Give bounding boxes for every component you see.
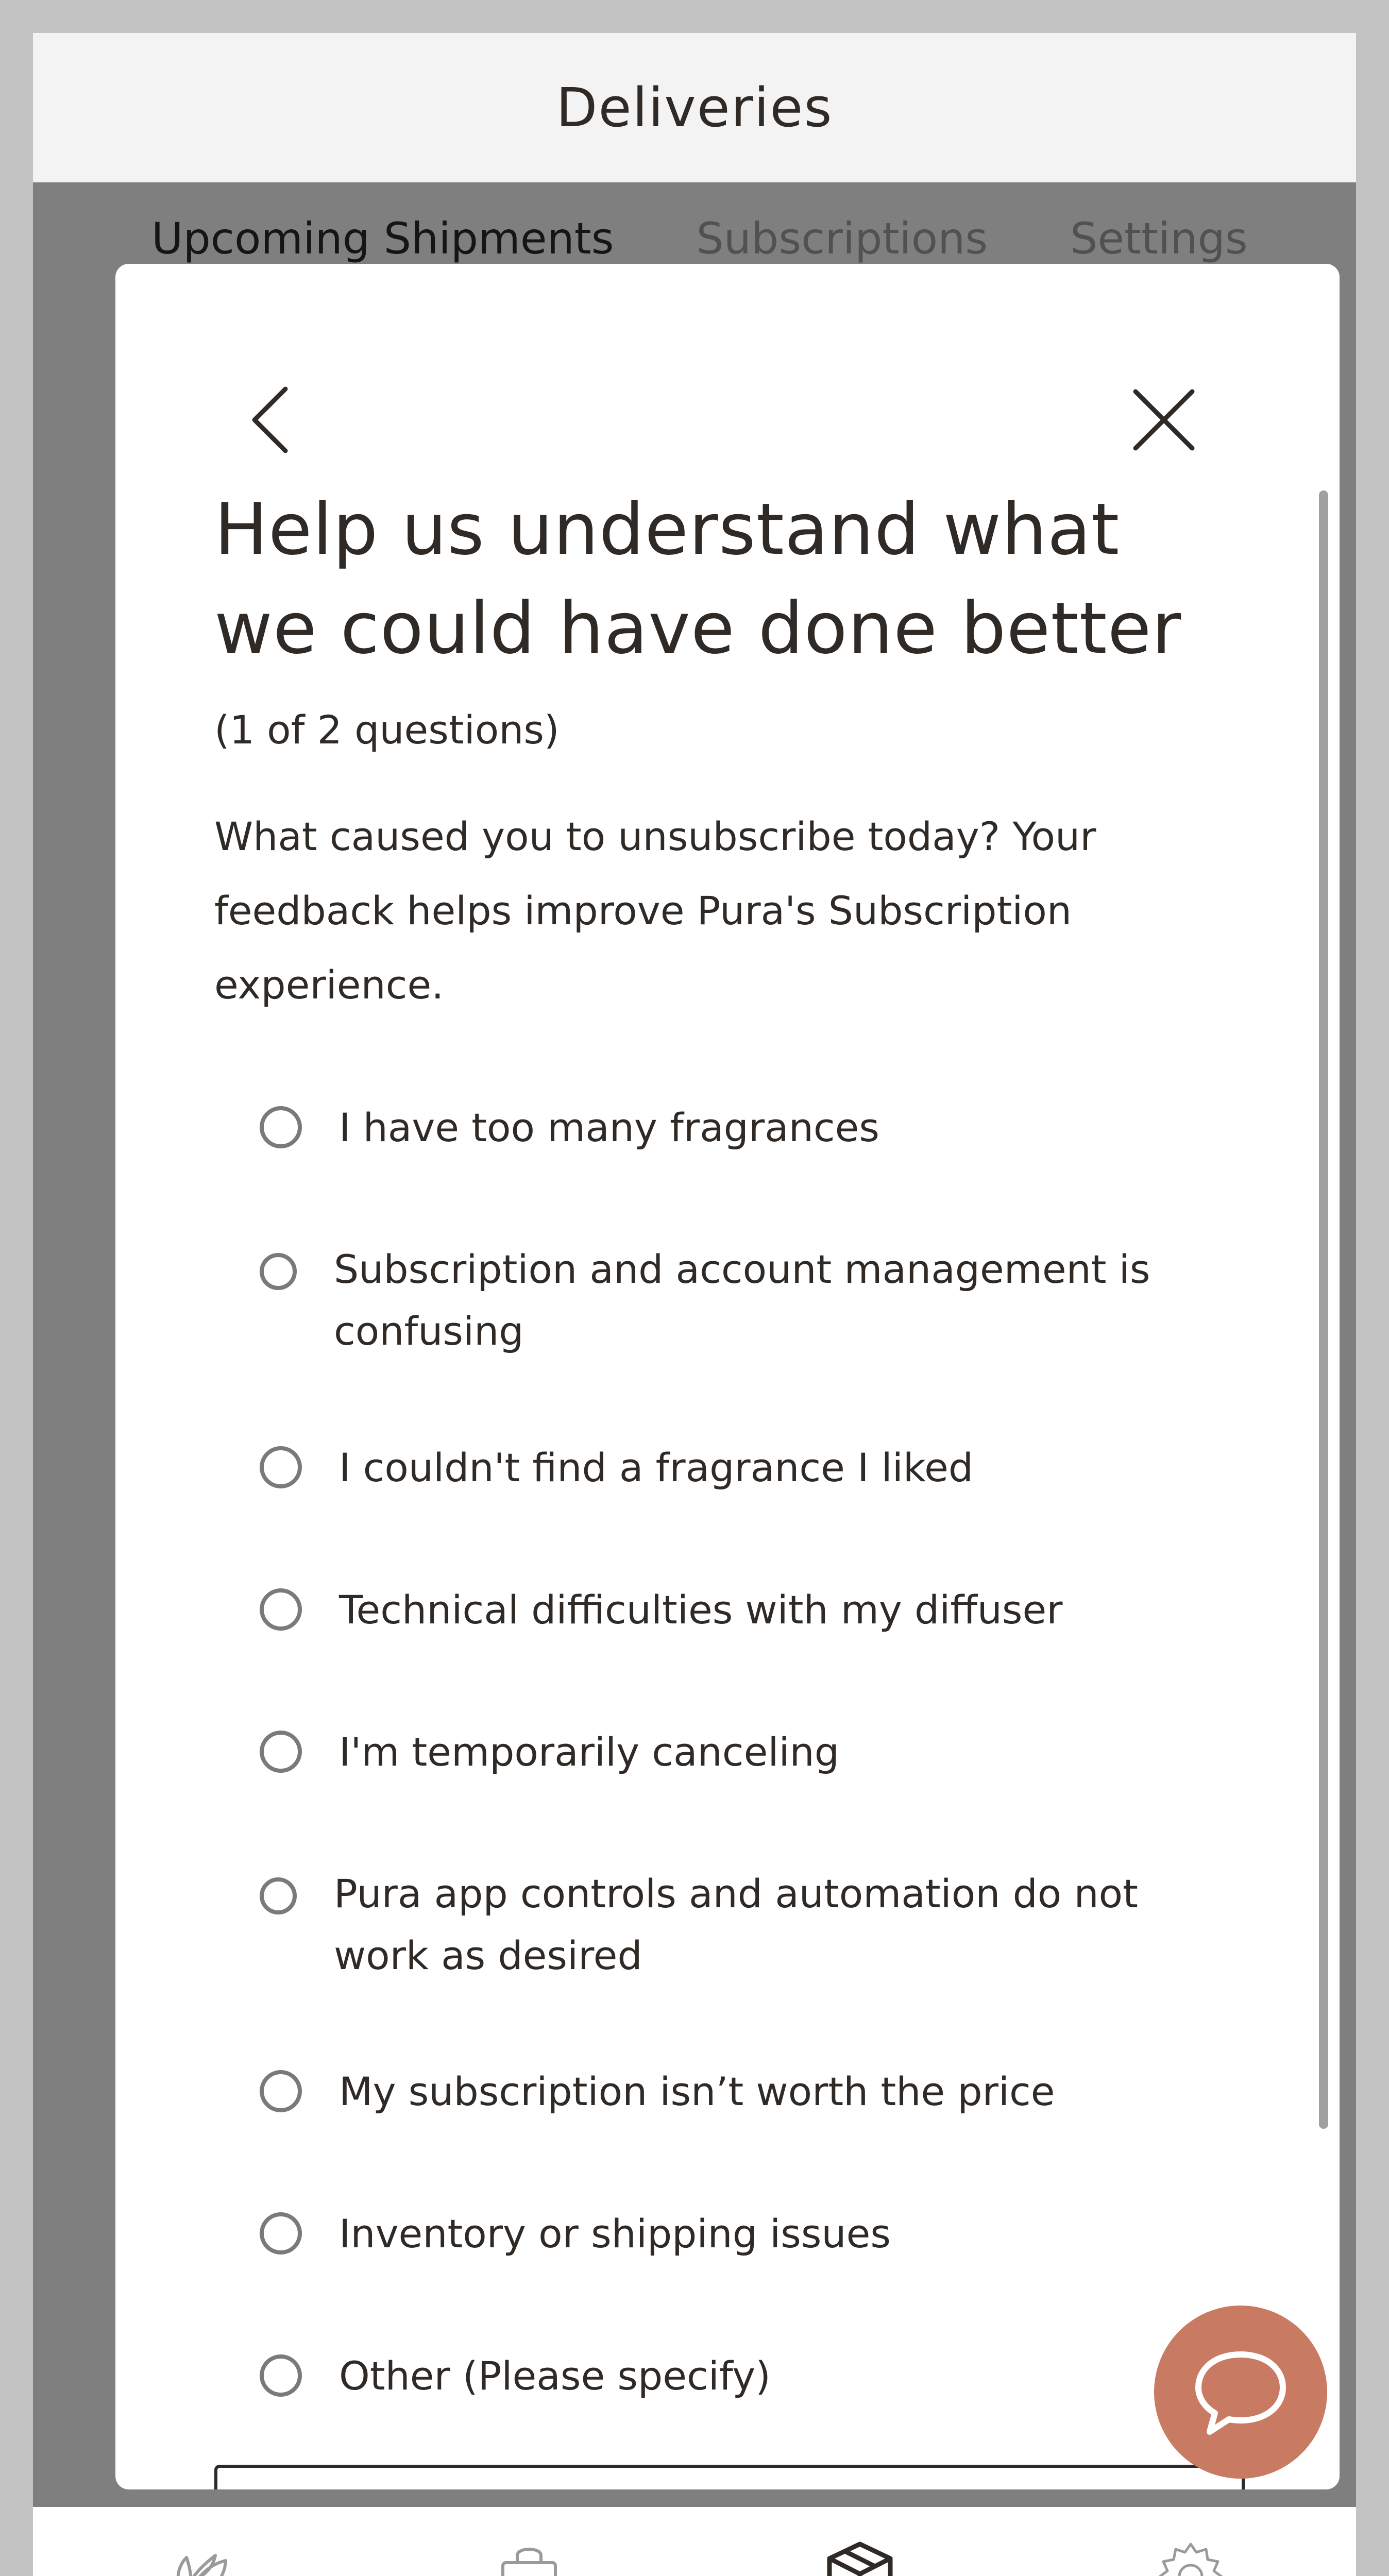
option-label: I have too many fragrances bbox=[339, 1105, 880, 1150]
option-label: My subscription isn’t worth the price bbox=[339, 2069, 1055, 2114]
close-icon bbox=[1125, 381, 1202, 459]
radio-button[interactable] bbox=[260, 1106, 302, 1148]
radio-button[interactable] bbox=[260, 2070, 302, 2112]
option-label: Inventory or shipping issues bbox=[339, 2211, 891, 2257]
option-inventory-shipping[interactable] bbox=[260, 2212, 1218, 2265]
option-label: Pura app controls and automation do not work as desired bbox=[334, 1871, 1138, 1978]
unsubscribe-survey-modal bbox=[115, 264, 1340, 2489]
nav-tab-diffusers[interactable] bbox=[33, 2507, 364, 2576]
back-button[interactable] bbox=[239, 381, 301, 459]
option-account-management-confusing[interactable] bbox=[260, 1248, 1218, 1362]
chat-bubble-icon bbox=[1189, 2343, 1292, 2441]
radio-button[interactable] bbox=[260, 1446, 302, 1488]
modal-scrollbar[interactable] bbox=[1319, 490, 1328, 2129]
option-label: I'm temporarily canceling bbox=[339, 1729, 839, 1775]
box-icon bbox=[821, 2537, 899, 2576]
option-technical-difficulties[interactable] bbox=[260, 1588, 1218, 1641]
option-temporarily-canceling[interactable] bbox=[260, 1731, 1218, 1783]
bottom-nav bbox=[33, 2507, 1356, 2576]
page-title: Deliveries bbox=[556, 76, 833, 139]
radio-button[interactable] bbox=[260, 1588, 302, 1631]
gear-icon bbox=[1152, 2537, 1229, 2576]
nav-tab-settings[interactable] bbox=[1025, 2507, 1356, 2576]
nav-tab-shop[interactable] bbox=[364, 2507, 694, 2576]
chevron-left-icon bbox=[239, 381, 301, 459]
app-window bbox=[33, 33, 1356, 2576]
option-too-many-fragrances[interactable] bbox=[260, 1106, 1218, 1159]
option-not-worth-price[interactable] bbox=[260, 2070, 1218, 2123]
chat-button[interactable] bbox=[1154, 2306, 1327, 2479]
option-app-controls[interactable] bbox=[260, 1872, 1218, 1987]
radio-button[interactable] bbox=[260, 2354, 302, 2397]
survey-question: What caused you to unsubscribe today? Your feedback helps improve Pura's Subscription experience. bbox=[214, 814, 1096, 1008]
question-counter: (1 of 2 questions) bbox=[214, 707, 560, 753]
radio-button[interactable] bbox=[260, 1877, 297, 1914]
radio-button[interactable] bbox=[260, 1731, 302, 1773]
nav-tab-deliveries[interactable] bbox=[694, 2507, 1025, 2576]
top-bar bbox=[33, 33, 1356, 182]
radio-button[interactable] bbox=[260, 1253, 297, 1290]
option-other[interactable] bbox=[260, 2354, 1218, 2407]
option-label: Subscription and account management is confusing bbox=[334, 1246, 1150, 1354]
other-specify-input[interactable] bbox=[214, 2465, 1245, 2489]
shopping-bag-icon bbox=[490, 2537, 568, 2576]
option-label: Other (Please specify) bbox=[339, 2353, 771, 2399]
option-no-fragrance-liked[interactable] bbox=[260, 1446, 1218, 1499]
option-label: Technical difficulties with my diffuser bbox=[339, 1587, 1063, 1633]
option-label: I couldn't find a fragrance I liked bbox=[339, 1445, 974, 1490]
close-button[interactable] bbox=[1125, 381, 1202, 459]
survey-heading: Help us understand what we could have done better bbox=[214, 488, 1182, 670]
diffuser-leaf-icon bbox=[160, 2537, 237, 2576]
radio-button[interactable] bbox=[260, 2212, 302, 2255]
